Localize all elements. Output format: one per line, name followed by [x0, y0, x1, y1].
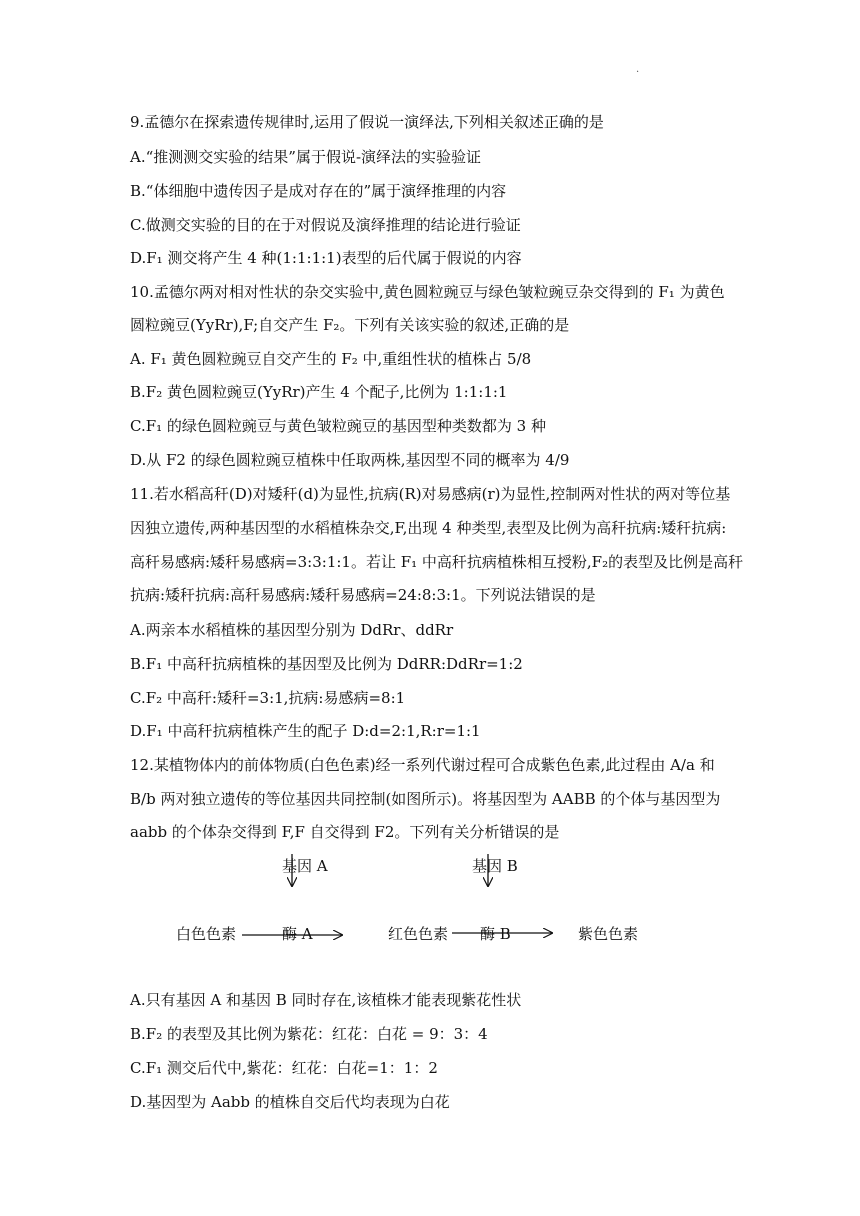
q11-stem-line-4: 抗病:矮秆抗病:高秆易感病:矮秆易感病=24:8:3:1。下列说法错误的是: [130, 586, 596, 604]
q10-option-d: D.从 F2 的绿色圆粒豌豆植株中任取两株,基因型不同的概率为 4/9: [130, 451, 570, 469]
q10-option-c: C.F₁ 的绿色圆粒豌豆与黄色皱粒豌豆的基因型种类数都为 3 种: [130, 417, 546, 435]
gene-a-label: 基因 A: [282, 857, 328, 875]
q10-option-b: B.F₂ 黄色圆粒豌豆(YyRr)产生 4 个配子,比例为 1:1:1:1: [130, 383, 508, 401]
q12-stem-line-1: 12.某植物体内的前体物质(白色色素)经一系列代谢过程可合成紫色色素,此过程由 A/a 和: [130, 756, 715, 774]
q12-option-b: B.F₂ 的表型及其比例为紫花：红花：白花 = 9：3：4: [130, 1025, 488, 1043]
q11-stem-line-2: 因独立遗传,两种基因型的水稻植株杂交,F,出现 4 种类型,表型及比例为高秆抗病:矮秆抗病:: [130, 519, 727, 537]
q11-stem-line-3: 高秆易感病:矮秆易感病=3:3:1:1。若让 F₁ 中高秆抗病植株相互授粉,F₂的表型及比例是高秆: [130, 553, 744, 571]
enzyme-a-label: 酶 A: [282, 925, 313, 943]
q11-option-c: C.F₂ 中高秆:矮秆=3:1,抗病:易感病=8:1: [130, 689, 406, 707]
q12-option-c: C.F₁ 测交后代中,紫花：红花：白花=1：1：2: [130, 1059, 438, 1077]
q10-stem-line-1: 10.孟德尔两对相对性状的杂交实验中,黄色圆粒豌豆与绿色皱粒豌豆杂交得到的 F₁ 为黄色: [130, 283, 725, 301]
q12-option-d: D.基因型为 Aabb 的植株自交后代均表现为白花: [130, 1093, 450, 1111]
q9-option-c: C.做测交实验的目的在于对假说及演绎推理的结论进行验证: [130, 216, 521, 234]
q11-option-d: D.F₁ 中高秆抗病植株产生的配子 D:d=2:1,R:r=1:1: [130, 722, 481, 740]
gene-b-label: 基因 B: [472, 857, 518, 875]
red-pigment-label: 红色色素: [388, 925, 449, 943]
enzyme-b-label: 酶 B: [480, 925, 511, 943]
q9-option-a: A.“推测测交实验的结果”属于假说-演绎法的实验验证: [130, 148, 482, 166]
q9-option-b: B.“体细胞中遗传因子是成对存在的”属于演绎推理的内容: [130, 182, 507, 200]
q10-stem-line-2: 圆粒豌豆(YyRr),F;自交产生 F₂。下列有关该实验的叙述,正确的是: [130, 316, 570, 334]
q12-option-a: A.只有基因 A 和基因 B 同时存在,该植株才能表现紫花性状: [130, 991, 522, 1009]
q12-stem-line-3: aabb 的个体杂交得到 F,F 自交得到 F2。下列有关分析错误的是: [130, 823, 560, 841]
q12-stem-line-2: B/b 两对独立遗传的等位基因共同控制(如图所示)。将基因型为 AABB 的个体与基因型为: [130, 790, 721, 808]
white-pigment-label: 白色色素: [176, 925, 237, 943]
q9-stem: 9.孟德尔在探索遗传规律时,运用了假说一演绎法,下列相关叙述正确的是: [130, 113, 604, 131]
pigment-pathway-diagram: [0, 846, 860, 966]
purple-pigment-label: 紫色色素: [578, 925, 639, 943]
pathway-arrows: [0, 846, 860, 966]
q11-option-a: A.两亲本水稻植株的基因型分别为 DdRr、ddRr: [130, 621, 454, 639]
header-mark: .: [636, 64, 640, 75]
q10-option-a: A. F₁ 黄色圆粒豌豆自交产生的 F₂ 中,重组性状的植株占 5/8: [130, 350, 532, 368]
q9-option-d: D.F₁ 测交将产生 4 种(1:1:1:1)表型的后代属于假说的内容: [130, 249, 522, 267]
q11-stem-line-1: 11.若水稻高秆(D)对矮秆(d)为显性,抗病(R)对易感病(r)为显性,控制两对性状的两对等位基: [130, 485, 731, 503]
q11-option-b: B.F₁ 中高秆抗病植株的基因型及比例为 DdRR:DdRr=1:2: [130, 655, 523, 673]
